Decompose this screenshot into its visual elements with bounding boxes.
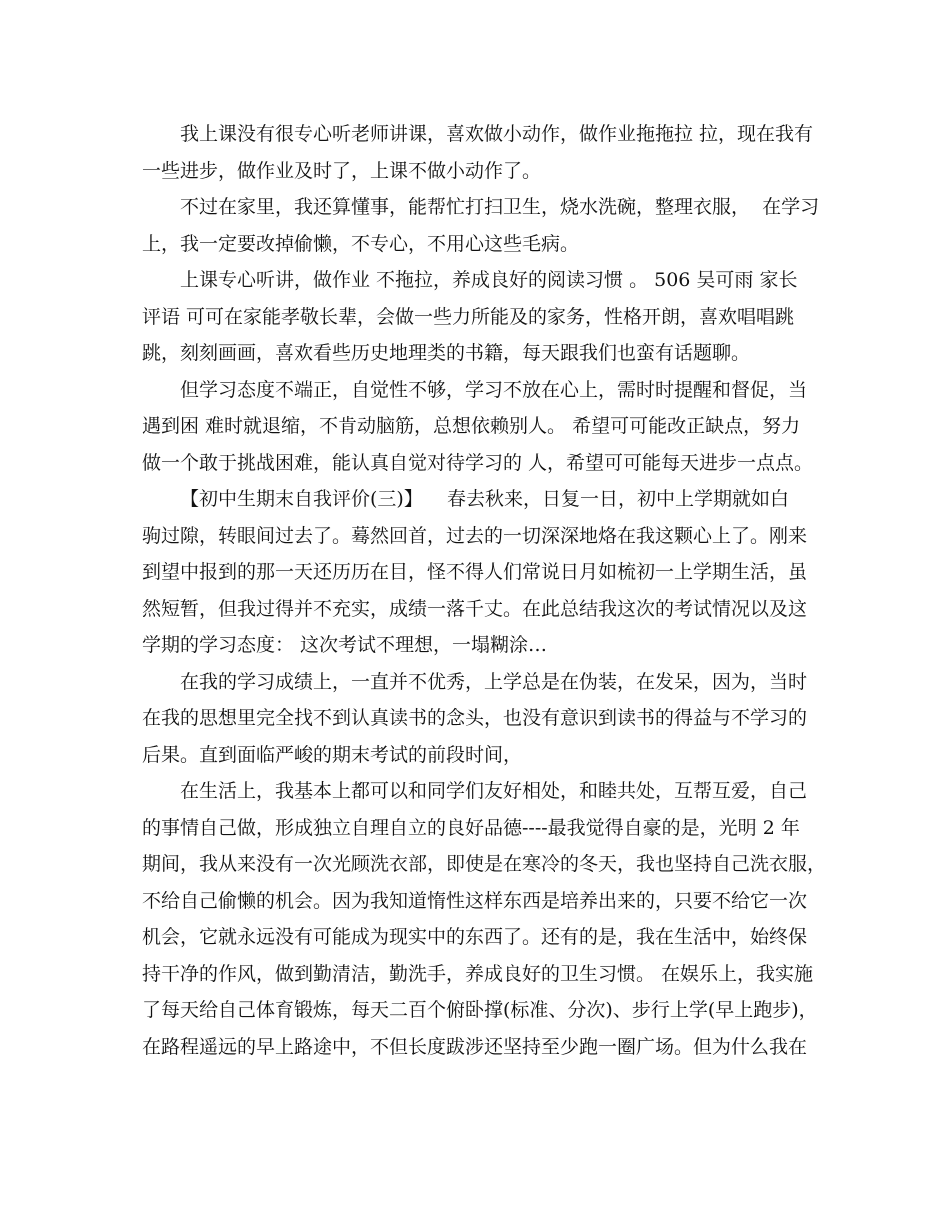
document-body bbox=[142, 116, 827, 1065]
text-line: 遇到困 难时就退缩，不肯动脑筋，总想依赖别人。 希望可可能改正缺点，努力 bbox=[142, 415, 801, 437]
text-line: 到望中报到的那一天还历历在目，怪不得人们常说日月如梳初一上学期生活，虽 bbox=[142, 561, 808, 583]
text-line: 在我的学习成绩上，一直并不优秀，上学总是在伪装，在发呆，因为，当时 bbox=[180, 670, 808, 693]
text-line: 不过在家里，我还算懂事，能帮忙打扫卫生，烧水洗碗，整理衣服， 在学习 bbox=[180, 196, 820, 218]
text-line: 然短暂，但我过得并不充实，成绩一落千丈。在此总结我这次的考试情况以及这 bbox=[142, 597, 808, 620]
section-heading-line: 【初中生期末自我评价(三)】 春去秋来，日复一日，初中上学期就如白 bbox=[180, 488, 789, 510]
text-line: 不给自己偷懒的机会。因为我知道惰性这样东西是培养出来的，只要不给它一次 bbox=[142, 889, 808, 912]
text-line: 在生活上，我基本上都可以和同学们友好相处，和睦共处，互帮互爱，自己 bbox=[180, 780, 808, 802]
text-line: 做一个敢于挑战困难，能认真自觉对待学习的 人，希望可可能每天进步一点点。 bbox=[142, 451, 814, 474]
text-line: 在路程遥远的早上路途中，不但长度跋涉还坚持至少跑一圈广场。但为什么我在 bbox=[142, 1035, 808, 1058]
text-line: 的事情自己做，形成独立自理自立的良好品德----最我觉得自豪的是，光明 2 年 bbox=[142, 816, 800, 839]
text-line: 驹过隙，转眼间过去了。蓦然回首，过去的一切深深地烙在我这颗心上了。刚来 bbox=[142, 524, 808, 547]
text-line: 但学习态度不端正，自觉性不够，学习不放在心上，需时时提醒和督促，当 bbox=[180, 378, 808, 401]
text-line: 学期的学习态度： 这次考试不理想，一塌糊涂… bbox=[142, 634, 548, 656]
text-line: 在我的思想里完全找不到认真读书的念头，也没有意识到读书的得益与不学习的 bbox=[142, 707, 808, 729]
text-line: 评语 可可在家能孝敬长辈，会做一些力所能及的家务，性格开朗，喜欢唱唱跳 bbox=[142, 305, 795, 328]
text-line: 一些进步，做作业及时了，上课不做小动作了。 bbox=[142, 159, 542, 182]
text-line: 期间，我从来没有一次光顾洗衣部，即使是在寒冷的冬天，我也坚持自己洗衣服， bbox=[142, 853, 827, 875]
text-line: 跳，刻刻画画，喜欢看些历史地理类的书籍，每天跟我们也蛮有话题聊。 bbox=[142, 342, 751, 364]
text-line: 上课专心听讲，做作业 不拖拉，养成良好的阅读习惯 。 506 吴可雨 家长 bbox=[180, 269, 798, 291]
text-line: 后果。直到面临严峻的期末考试的前段时间， bbox=[142, 743, 523, 766]
text-line: 持干净的作风，做到勤清洁，勤洗手，养成良好的卫生习惯。 在娱乐上，我实施 bbox=[142, 962, 814, 985]
text-line: 上，我一定要改掉偷懒，不专心，不用心这些毛病。 bbox=[142, 232, 580, 255]
text-line: 了每天给自己体育锻炼，每天二百个俯卧撑(标准、分次)、步行上学(早上跑步)， bbox=[142, 999, 818, 1021]
text-line: 机会，它就永远没有可能成为现实中的东西了。还有的是，我在生活中，始终保 bbox=[142, 926, 808, 948]
text-line: 我上课没有很专心听老师讲课，喜欢做小动作，做作业拖拖拉 拉，现在我有 bbox=[180, 123, 814, 145]
